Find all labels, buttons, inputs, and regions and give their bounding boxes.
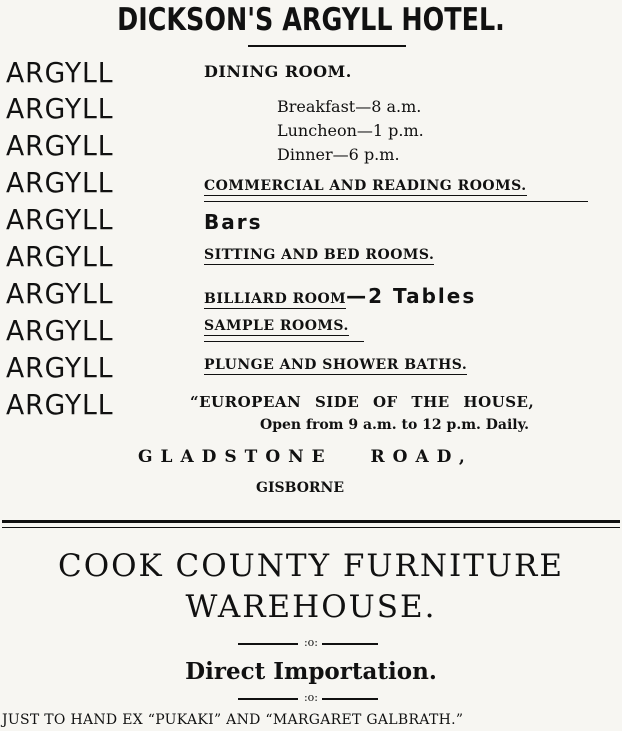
sitting-bed-rooms: SITTING AND BED ROOMS. (204, 247, 435, 263)
argyll-word: ARGYLL (6, 92, 114, 125)
argyll-word: ARGYLL (6, 314, 114, 347)
ornament-2: :o: (303, 691, 319, 704)
address: GLADSTONE ROAD, (138, 447, 473, 467)
sample-wrap (204, 318, 349, 334)
argyll-word: ARGYLL (6, 203, 114, 236)
direct-importation: Direct Importation. (185, 658, 437, 685)
meal-dinner: Dinner—6 p.m. (277, 145, 400, 164)
bars: Bars (204, 210, 263, 234)
plunge-baths: PLUNGE AND SHOWER BATHS. (204, 357, 468, 373)
arrival-notice: JUST TO HAND EX “PUKAKI” AND “MARGARET GALBRATH.” (2, 712, 464, 728)
commercial-double-rule (204, 201, 588, 202)
dining-room: DINING ROOM. (204, 62, 352, 81)
argyll-word: ARGYLL (6, 129, 114, 162)
european-side: “EUROPEAN SIDE OF THE HOUSE, (190, 393, 535, 411)
furniture-heading-2: WAREHOUSE. (185, 589, 437, 625)
title-underline (248, 45, 406, 47)
furniture-heading-1: COOK COUNTY FURNITURE (57, 548, 565, 584)
commercial-rooms: COMMERCIAL AND READING ROOMS. (204, 178, 527, 194)
meal-breakfast: Breakfast—8 a.m. (277, 97, 422, 116)
section-divider-thick (2, 520, 620, 523)
commercial-rooms-wrap (204, 178, 527, 194)
plunge-wrap (204, 357, 467, 373)
opening-hours: Open from 9 a.m. to 12 p.m. Daily. (260, 417, 530, 433)
ornament: :o: (303, 636, 319, 649)
ornament-rule-right-2 (322, 698, 378, 700)
hotel-title: DICKSON'S ARGYLL HOTEL. (117, 2, 505, 38)
argyll-word: ARGYLL (6, 56, 114, 89)
argyll-word: ARGYLL (6, 388, 114, 421)
billiard-room: BILLIARD ROOM (204, 291, 347, 307)
town: GISBORNE (256, 480, 345, 496)
section-divider-thin (2, 527, 620, 528)
billiard-wrap (204, 284, 476, 308)
argyll-word: ARGYLL (6, 277, 114, 310)
sitting-wrap (204, 247, 434, 263)
sample-rooms: SAMPLE ROOMS. (204, 318, 349, 334)
billiard-tables: —2 Tables (346, 284, 477, 308)
meal-luncheon: Luncheon—1 p.m. (277, 121, 424, 140)
sample-rule (204, 341, 364, 342)
ornament-rule-right (322, 643, 378, 645)
argyll-word: ARGYLL (6, 351, 114, 384)
argyll-word: ARGYLL (6, 240, 114, 273)
argyll-word: ARGYLL (6, 166, 114, 199)
